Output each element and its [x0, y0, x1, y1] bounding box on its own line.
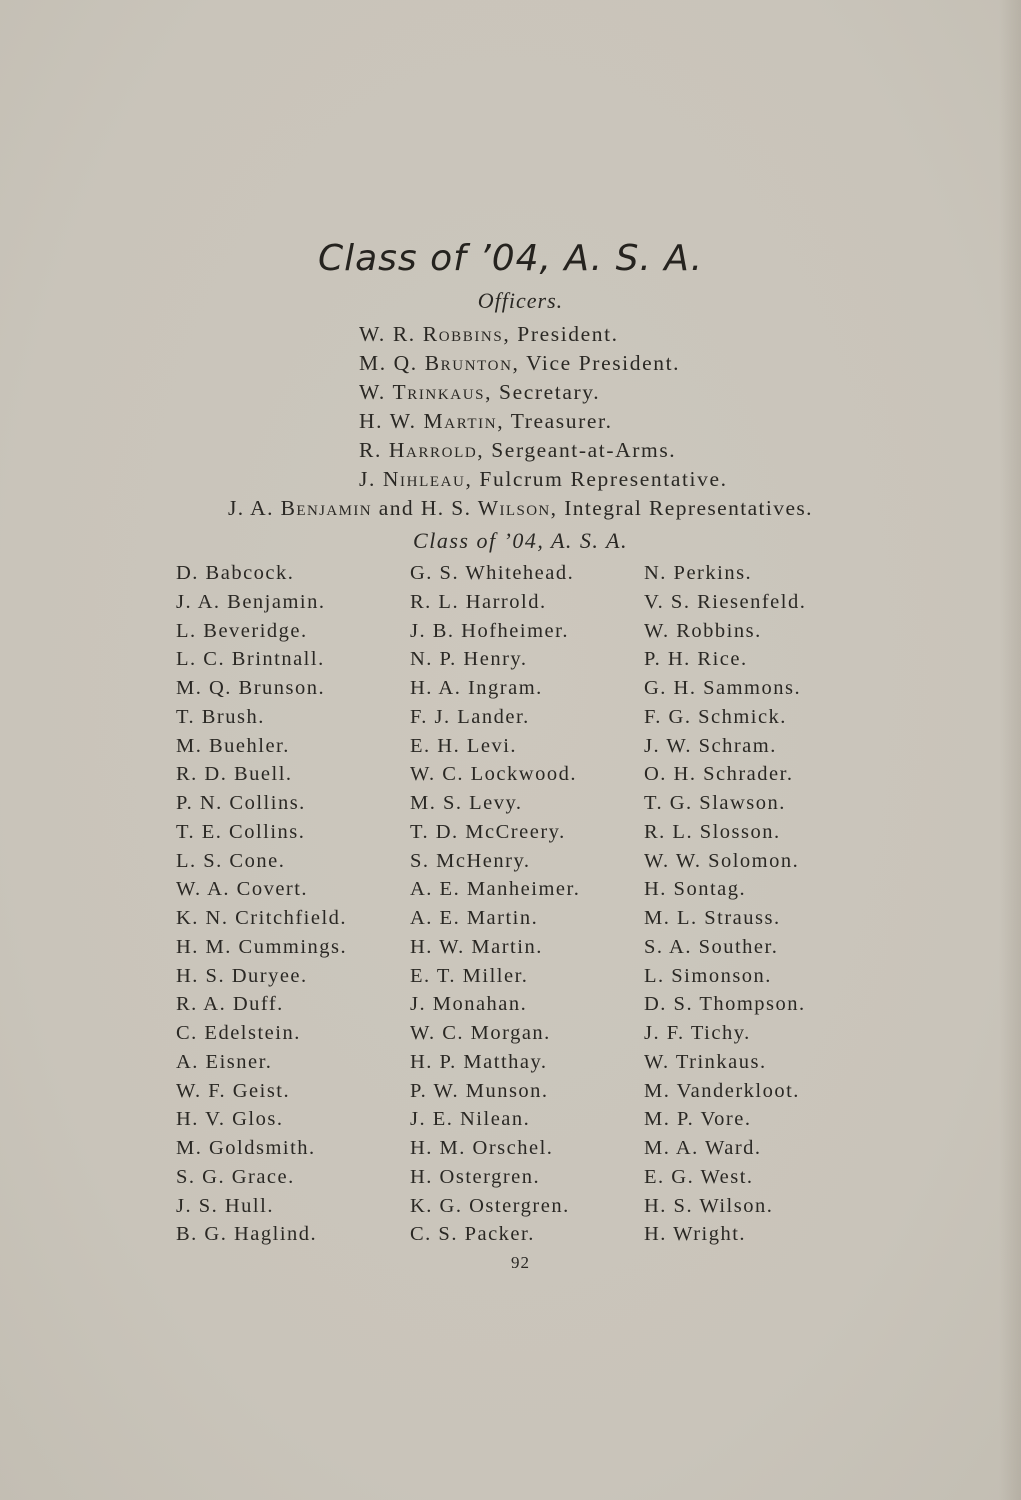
member-name: E. T. Miller. [410, 964, 529, 987]
member-name: T. Brush. [176, 705, 265, 728]
member-name: M. Goldsmith. [176, 1137, 316, 1159]
member-name: H. V. Glos. [176, 1108, 284, 1131]
member-name: F. J. Lander. [410, 705, 530, 728]
officer-role: , Secretary. [485, 380, 601, 404]
member-name: A. E. Martin. [410, 907, 539, 929]
member-name: T. D. McCreery. [410, 820, 566, 843]
member-name: H. M. Orschel. [410, 1137, 554, 1159]
integral-and: and [372, 496, 421, 520]
officers-heading: Officers. [477, 288, 564, 313]
member-name: S. A. Souther. [644, 935, 779, 958]
member-name: J. B. Hofheimer. [410, 619, 569, 642]
officer-name: J. Nihleau [359, 467, 466, 491]
member-name: V. S. Riesenfeld. [644, 590, 807, 613]
page-number: 92 [511, 1253, 530, 1272]
member-name: M. Buehler. [176, 734, 290, 757]
officer-name: W. Trinkaus [359, 380, 486, 404]
officer-line [359, 322, 619, 347]
member-name: J. S. Hull. [176, 1194, 274, 1217]
member-name: H. P. Matthay. [410, 1050, 548, 1073]
member-name: N. Perkins. [644, 562, 753, 584]
officer-role: , Treasurer. [497, 409, 613, 433]
member-name: R. L. Slosson. [644, 820, 781, 843]
member-name: D. S. Thompson. [644, 993, 806, 1016]
member-name: T. E. Collins. [176, 820, 306, 843]
member-name: R. D. Buell. [176, 763, 293, 786]
officer-name: W. R. Robbins [359, 322, 504, 346]
member-name: T. G. Slawson. [644, 792, 786, 814]
page-title: Class of ’04, A. S. A. [317, 238, 704, 279]
member-name: L. Simonson. [644, 964, 772, 987]
officer-role: , Sergeant-at-Arms. [477, 438, 677, 462]
member-name: K. N. Critchfield. [176, 907, 348, 929]
member-name: K. G. Ostergren. [410, 1194, 570, 1217]
officer-line [359, 438, 676, 463]
officer-name: M. Q. Brunton [359, 351, 513, 375]
member-name: H. Wright. [644, 1223, 747, 1246]
member-name: H. Ostergren. [410, 1165, 541, 1188]
member-name: G. H. Sammons. [644, 677, 802, 699]
officer-line [359, 380, 600, 405]
member-name: L. C. Brintnall. [176, 648, 325, 671]
member-name: H. W. Martin. [410, 935, 543, 958]
member-name: H. Sontag. [644, 878, 747, 901]
member-name: M. P. Vore. [644, 1108, 752, 1131]
member-name: M. L. Strauss. [644, 907, 781, 929]
member-name: D. Babcock. [176, 562, 295, 584]
officer-name: H. W. Martin [359, 409, 498, 433]
officer-line [359, 409, 613, 434]
officer-role: , Fulcrum Representative. [465, 467, 728, 491]
member-name: M. Q. Brunson. [176, 677, 326, 699]
integral-role: , Integral Representatives. [550, 496, 813, 520]
member-name: W. Robbins. [644, 619, 762, 642]
member-name: J. A. Benjamin. [176, 590, 326, 613]
member-name: E. H. Levi. [410, 734, 518, 757]
member-name: C. Edelstein. [176, 1022, 301, 1044]
officer-role: , President. [503, 322, 619, 346]
member-name: F. G. Schmick. [644, 705, 787, 728]
member-name: L. Beveridge. [176, 619, 308, 642]
member-name: J. F. Tichy. [644, 1022, 751, 1044]
member-name: B. G. Haglind. [176, 1223, 318, 1246]
page-edge-shadow [999, 0, 1021, 1500]
member-name: J. Monahan. [410, 993, 528, 1016]
integral-name-1: J. A. Benjamin [228, 496, 373, 520]
member-name: J. W. Schram. [644, 734, 777, 757]
member-name: W. C. Morgan. [410, 1022, 551, 1044]
member-name: W. W. Solomon. [644, 849, 800, 872]
member-column-2 [410, 559, 580, 1249]
members-heading: Class of ’04, A. S. A. [413, 528, 628, 553]
member-name: A. E. Manheimer. [410, 878, 581, 901]
member-name: P. H. Rice. [644, 648, 748, 671]
member-name: A. Eisner. [176, 1050, 273, 1073]
member-name: P. N. Collins. [176, 792, 306, 814]
member-name: M. A. Ward. [644, 1137, 762, 1159]
integral-representatives [0, 496, 1021, 521]
member-name: W. C. Lockwood. [410, 763, 577, 786]
member-name: S. G. Grace. [176, 1165, 295, 1188]
member-name: P. W. Munson. [410, 1079, 549, 1102]
officer-role: , Vice President. [512, 351, 681, 375]
officer-line [359, 467, 728, 492]
member-name: M. S. Levy. [410, 792, 523, 814]
member-name: W. A. Covert. [176, 878, 309, 901]
member-name: L. S. Cone. [176, 849, 286, 872]
member-name: H. S. Duryee. [176, 964, 308, 987]
member-name: E. G. West. [644, 1165, 754, 1188]
member-name: C. S. Packer. [410, 1223, 535, 1246]
member-name: H. A. Ingram. [410, 677, 543, 699]
member-name: R. A. Duff. [176, 993, 284, 1016]
member-column-1 [176, 559, 347, 1249]
member-name: H. M. Cummings. [176, 935, 348, 958]
member-column-3 [644, 559, 806, 1249]
member-name: G. S. Whitehead. [410, 562, 575, 584]
member-name: R. L. Harrold. [410, 590, 547, 613]
member-name: N. P. Henry. [410, 648, 528, 671]
member-name: W. Trinkaus. [644, 1050, 767, 1073]
member-name: S. McHenry. [410, 849, 531, 872]
member-name: M. Vanderkloot. [644, 1079, 800, 1102]
integral-name-2: H. S. Wilson [420, 496, 551, 520]
member-name: J. E. Nilean. [410, 1108, 531, 1131]
officer-name: R. Harrold [359, 438, 478, 462]
member-name: W. F. Geist. [176, 1079, 291, 1102]
member-name: O. H. Schrader. [644, 763, 794, 786]
member-name: H. S. Wilson. [644, 1194, 774, 1217]
officer-line [359, 351, 680, 376]
